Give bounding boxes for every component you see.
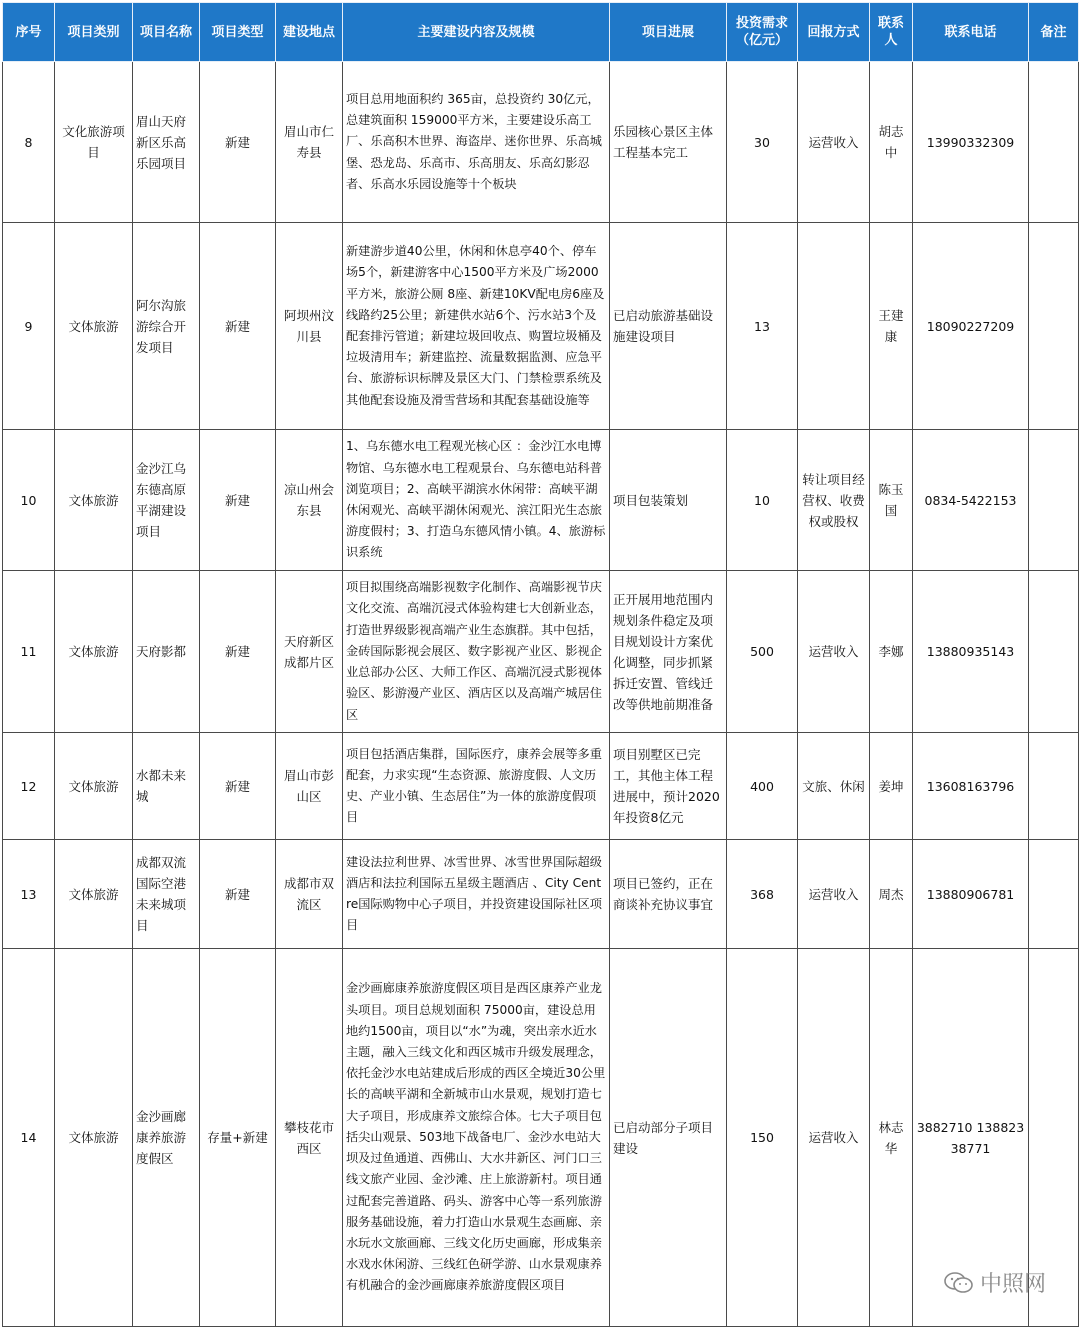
cell-progress: 项目包装策划 <box>610 430 727 571</box>
cell-contact: 林志华 <box>870 949 913 1327</box>
header-progress: 项目进展 <box>610 3 727 62</box>
cell-location: 成都市双流区 <box>276 840 343 949</box>
cell-location: 凉山州会东县 <box>276 430 343 571</box>
cell-content: 建设法拉利世界、冰雪世界、冰雪世界国际超级酒店和法拉利国际五星级主题酒店 、City Centre国际购物中心子项目，并投资建设国际社区项目 <box>343 840 610 949</box>
header-row <box>3 3 1079 62</box>
cell-remark <box>1029 733 1079 840</box>
cell-type: 新建 <box>200 430 276 571</box>
cell-contact: 李娜 <box>870 571 913 733</box>
cell-name: 眉山天府新区乐高乐园项目 <box>133 62 200 223</box>
cell-category: 文体旅游 <box>55 430 133 571</box>
header-name: 项目名称 <box>133 3 200 62</box>
cell-investment: 500 <box>727 571 798 733</box>
cell-content: 1、乌东德水电工程观光核心区 ：金沙江水电博物馆、乌东德水电工程观景台、乌东德电站科普浏览项目；2、高峡平湖滨水休闲带：高峡平湖休闲观光、高峡平湖休闲观光、滨江阳光生态旅游度假村；3、打造乌东德风情小镇。4、旅游标识系统 <box>343 430 610 571</box>
cell-investment: 30 <box>727 62 798 223</box>
cell-remark <box>1029 62 1079 223</box>
cell-type: 新建 <box>200 733 276 840</box>
cell-phone: 0834-5422153 <box>913 430 1029 571</box>
cell-progress: 项目别墅区已完工，其他主体工程进展中，预计2020年投资8亿元 <box>610 733 727 840</box>
cell-investment: 368 <box>727 840 798 949</box>
cell-phone: 13880906781 <box>913 840 1029 949</box>
cell-remark <box>1029 840 1079 949</box>
cell-return: 运营收入 <box>798 571 870 733</box>
cell-name: 水都未来城 <box>133 733 200 840</box>
header-remark: 备注 <box>1029 3 1079 62</box>
cell-category: 文化旅游项目 <box>55 62 133 223</box>
cell-location: 眉山市仁寿县 <box>276 62 343 223</box>
header-seq: 序号 <box>3 3 55 62</box>
cell-seq: 9 <box>3 223 55 430</box>
cell-content: 金沙画廊康养旅游度假区项目是西区康养产业龙头项目。项目总规划面积 75000亩，建设总用地约1500亩，项目以“水”为魂，突出亲水近水主题，融入三线文化和西区城市升级发展理念，依托金沙水电站建成后形成的西区全境近30公里长的高峡平湖和全新城市山水景观，规划打造七大子项目，形成康养文旅综合体。七大子项目包括尖山观景、503地下战备电厂、金沙水电站大坝及过鱼通道、西佛山、大水井新区、河门口三线文旅产业园、金沙滩、庄上旅游新村。项目通过配套完善道路、码头、游客中心等一系列旅游服务基础设施，着力打造山水景观生态画廊、亲水玩水文旅画廊、三线文化历史画廊，形成集亲水戏水休闲游、三线红色研学游、山水景观康养有机融合的金沙画廊康养旅游度假区项目 <box>343 949 610 1327</box>
header-return: 回报方式 <box>798 3 870 62</box>
cell-remark <box>1029 571 1079 733</box>
cell-return: 运营收入 <box>798 840 870 949</box>
project-table <box>2 2 1079 1327</box>
cell-phone: 13990332309 <box>913 62 1029 223</box>
cell-phone: 13608163796 <box>913 733 1029 840</box>
cell-category: 文体旅游 <box>55 223 133 430</box>
cell-contact: 姜坤 <box>870 733 913 840</box>
cell-location: 眉山市彭山区 <box>276 733 343 840</box>
cell-phone: 3882710 13882338771 <box>913 949 1029 1327</box>
cell-name: 金沙江乌东德高原平湖建设项目 <box>133 430 200 571</box>
cell-location: 阿坝州汶川县 <box>276 223 343 430</box>
cell-location: 天府新区成都片区 <box>276 571 343 733</box>
cell-remark <box>1029 223 1079 430</box>
cell-investment: 400 <box>727 733 798 840</box>
cell-phone: 18090227209 <box>913 223 1029 430</box>
cell-investment: 150 <box>727 949 798 1327</box>
cell-type: 新建 <box>200 62 276 223</box>
cell-location: 攀枝花市西区 <box>276 949 343 1327</box>
cell-seq: 13 <box>3 840 55 949</box>
cell-contact: 陈玉国 <box>870 430 913 571</box>
cell-name: 天府影都 <box>133 571 200 733</box>
cell-name: 阿尔沟旅游综合开发项目 <box>133 223 200 430</box>
cell-type: 新建 <box>200 840 276 949</box>
cell-return: 文旅、休闲 <box>798 733 870 840</box>
table-row <box>3 430 1079 571</box>
cell-seq: 10 <box>3 430 55 571</box>
cell-type: 新建 <box>200 223 276 430</box>
cell-category: 文体旅游 <box>55 949 133 1327</box>
cell-progress: 已启动部分子项目建设 <box>610 949 727 1327</box>
cell-return <box>798 223 870 430</box>
cell-phone: 13880935143 <box>913 571 1029 733</box>
cell-content: 项目总用地面积约 365亩，总投资约 30亿元，总建筑面积 159000平方米，主要建设乐高工厂、乐高积木世界、海盗岸、迷你世界、乐高城堡、恐龙岛、乐高市、乐高朋友、乐高幻影忍者、乐高水乐园设施等十个板块 <box>343 62 610 223</box>
table-row <box>3 223 1079 430</box>
cell-type: 存量+新建 <box>200 949 276 1327</box>
cell-category: 文体旅游 <box>55 733 133 840</box>
cell-seq: 11 <box>3 571 55 733</box>
cell-name: 成都双流国际空港未来城项目 <box>133 840 200 949</box>
cell-type: 新建 <box>200 571 276 733</box>
header-location: 建设地点 <box>276 3 343 62</box>
cell-seq: 8 <box>3 62 55 223</box>
cell-content: 项目拟围绕高端影视数字化制作、高端影视节庆文化交流、高端沉浸式体验构建七大创新业态，打造世界级影视高端产业生态旗群。其中包括，金砖国际影视会展区、数字影视产业区、影视企业总部办公区、大师工作区、高端沉浸式影视体验区、影游漫产业区、酒店区以及高端产城居住区 <box>343 571 610 733</box>
header-investment: 投资需求（亿元） <box>727 3 798 62</box>
watermark <box>944 1267 1046 1298</box>
cell-investment: 13 <box>727 223 798 430</box>
cell-progress: 正开展用地范围内规划条件稳定及项目规划设计方案优化调整，同步抓紧拆迁安置、管线迁改等供地前期准备 <box>610 571 727 733</box>
cell-content: 项目包括酒店集群，国际医疗，康养会展等多重配套，力求实现“生态资源、旅游度假、人文历史、产业小镇、生态居住”为一体的旅游度假项目 <box>343 733 610 840</box>
cell-progress: 已启动旅游基础设施建设项目 <box>610 223 727 430</box>
table-row <box>3 733 1079 840</box>
cell-return: 运营收入 <box>798 949 870 1327</box>
header-type: 项目类型 <box>200 3 276 62</box>
cell-category: 文体旅游 <box>55 840 133 949</box>
cell-seq: 14 <box>3 949 55 1327</box>
cell-seq: 12 <box>3 733 55 840</box>
cell-progress: 乐园核心景区主体工程基本完工 <box>610 62 727 223</box>
table-row <box>3 949 1079 1327</box>
header-phone: 联系电话 <box>913 3 1029 62</box>
cell-contact: 王建康 <box>870 223 913 430</box>
cell-category: 文体旅游 <box>55 571 133 733</box>
cell-name: 金沙画廊康养旅游度假区 <box>133 949 200 1327</box>
cell-contact: 周杰 <box>870 840 913 949</box>
header-category: 项目类别 <box>55 3 133 62</box>
cell-remark <box>1029 430 1079 571</box>
header-content: 主要建设内容及规模 <box>343 3 610 62</box>
cell-content: 新建游步道40公里，休闲和休息亭40个、停车场5个，新建游客中心1500平方米及广场2000平方米，旅游公厕 8座、新建10KV配电房6座及线路约25公里；新建供水站6个、污水站3个及配套排污管道；新建垃圾回收点、购置垃圾桶及垃圾清用车；新建监控、流量数据监测、应急平台、旅游标识标牌及景区大门、门禁检票系统及其他配套设施及滑雪营场和其配套基础设施等 <box>343 223 610 430</box>
wechat-icon <box>944 1271 974 1295</box>
header-contact: 联系人 <box>870 3 913 62</box>
table-row <box>3 571 1079 733</box>
watermark-text: 中照网 <box>979 1272 1046 1297</box>
cell-contact: 胡志中 <box>870 62 913 223</box>
cell-return: 转让项目经营权、收费权或股权 <box>798 430 870 571</box>
cell-investment: 10 <box>727 430 798 571</box>
cell-return: 运营收入 <box>798 62 870 223</box>
table-row <box>3 62 1079 223</box>
table-row <box>3 840 1079 949</box>
cell-progress: 项目已签约，正在商谈补充协议事宜 <box>610 840 727 949</box>
